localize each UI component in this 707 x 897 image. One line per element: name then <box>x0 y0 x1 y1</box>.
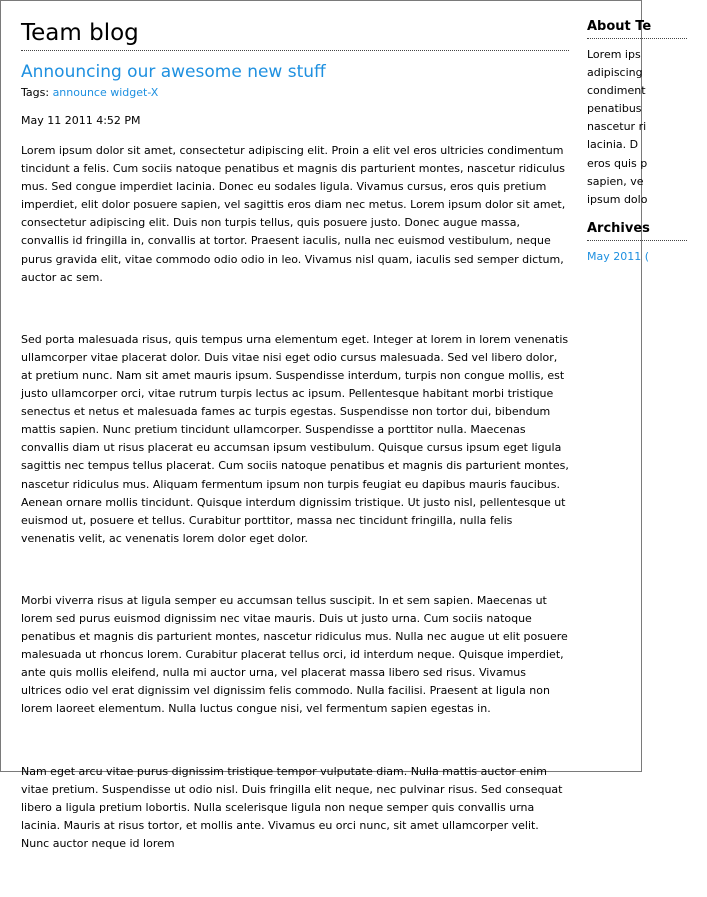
post-paragraph: Lorem ipsum dolor sit amet, consectetur adipiscing elit. Proin a elit vel eros ultricies condimentum tincidunt a felis. Cum sociis natoque penatibus et magnis dis parturient montes, nascetur ridiculus mus. Sed congue imperdiet lacinia. Donec eu sodales ligula. Vivamus cursus, eros quis pretium imperdiet, elit dolor posuere sapien, vel sagittis eros diam nec metus. Lorem ipsum dolor sit amet, consectetur adipiscing elit. Duis non turpis tellus, quis posuere justo. Donec augue massa, convallis id fringilla in, convallis at tortor. Praesent iaculis, nulla nec euismod vestibulum, neque purus gravida elit, vitae commodo odio odio in leo. Vivamus nisl quam, iaculis sed semper dictum, auctor ac sem. <box>21 144 566 284</box>
about-line: condiment <box>587 84 646 98</box>
post-body <box>21 142 569 853</box>
archive-link-may-2011[interactable]: May 2011 ( <box>587 249 650 263</box>
blog-title: Team blog <box>21 19 569 51</box>
tag-link-announce[interactable]: announce <box>52 86 107 99</box>
about-line: ipsum dolo <box>587 192 648 206</box>
tag-link-widget-x[interactable]: widget-X <box>110 86 159 99</box>
about-line: adipiscing <box>587 66 643 80</box>
about-line: eros quis p <box>587 156 648 170</box>
about-line: sapien, ve <box>587 174 644 188</box>
post-paragraph: Morbi viverra risus at ligula semper eu accumsan tellus suscipit. In et sem sapien. Maecenas ut lorem sed purus euismod dignissim nec vitae mauris. Duis ut justo urna. Cum sociis natoque penatibus et magnis dis parturient montes, nascetur ridiculus mus. Nulla nec augue ut elit posuere malesuada ut rhoncus lorem. Curabitur placerat tellus orci, id interdum neque. Quisque imperdiet, ante quis mollis eleifend, nulla mi auctor urna, vel placerat massa libero sed risus. Vivamus ultrices odio vel erat dignissim vel dignissim felis commodo. Nulla facilisi. Praesent at ligula non lorem laoreet elementum. Nulla luctus congue nisi, vel fermentum sapien egestas in. <box>21 593 568 716</box>
about-heading: About Te <box>587 19 687 39</box>
post-date: May 11 2011 4:52 PM <box>21 114 141 127</box>
about-line: lacinia. D <box>587 138 639 152</box>
post-paragraph: Nam eget arcu vitae purus dignissim tristique tempor vulputate diam. Nulla mattis auctor enim vitae pretium. Suspendisse ut odio nisl. Duis fringilla elit neque, nec pulvinar risus. Sed consequat libero a ligula pretium lobortis. Nulla scelerisque ligula non neque semper quis convallis urna lacinia. Mauris at risus tortor, et mollis ante. Vivamus eu orci nunc, sit amet ullamcorper velit. Nunc auctor neque id lorem <box>21 764 563 850</box>
sidebar <box>587 19 707 266</box>
tags-label: Tags: <box>21 86 50 99</box>
main-column <box>21 19 569 897</box>
archives-heading: Archives <box>587 221 687 241</box>
archives-section <box>587 221 707 266</box>
post-tags <box>21 86 569 100</box>
post-paragraph: Sed porta malesuada risus, quis tempus urna elementum eget. Integer at lorem in lorem venenatis ullamcorper vitae placerat dolor. Duis vitae nisi eget odio cursus malesuada. Sed vel libero dolor, at pretium nunc. Nam sit amet mauris ipsum. Suspendisse interdum, turpis non congue mollis, est justo ullamcorper orci, vitae rutrum turpis lectus ac ipsum. Pellentesque habitant morbi tristique senectus et netus et malesuada fames ac turpis egestas. Suspendisse non tortor dui, bibendum mattis sapien. Nunc pretium tincidunt ullamcorper. Suspendisse a porttitor nulla. Maecenas convallis diam ut risus placerat eu accumsan ipsum vestibulum. Quisque cursus ipsum eget ligula sagittis nec tempus tellus placerat. Cum sociis natoque penatibus et magnis dis parturient montes, nascetur ridiculus mus. Aliquam fermentum ipsum non turpis feugiat eu dapibus mauris faucibus. Aenean ornare mollis tincidunt. Quisque interdum dignissim tristique. Ut justo nisl, pellentesque ut euismod ut, posuere et tellus. Curabitur porttitor, massa nec tincidunt fringilla, nulla felis venenatis velit, ac venenatis lorem dolor eget dolor. <box>21 332 569 545</box>
about-line: Lorem ips <box>587 48 641 61</box>
about-text <box>587 46 707 209</box>
about-line: penatibus <box>587 102 642 116</box>
post-title-link[interactable]: Announcing our awesome new stuff <box>21 62 326 82</box>
about-line: nascetur ri <box>587 120 647 134</box>
